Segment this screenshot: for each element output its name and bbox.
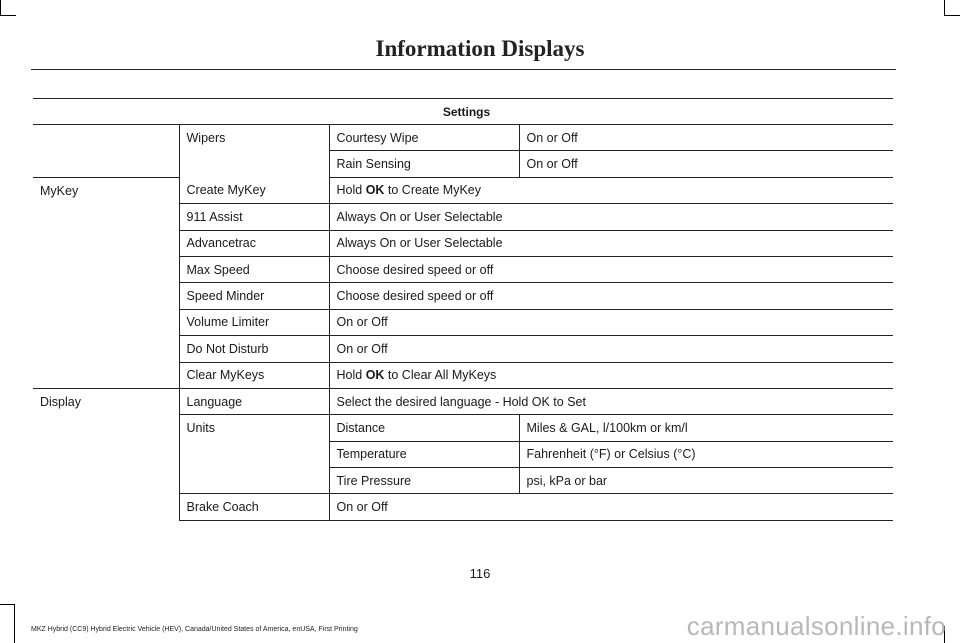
- value-create-mykey: Hold OK to Create MyKey: [329, 177, 893, 203]
- table-row: [33, 125, 893, 151]
- value-tire-pressure: psi, kPa or bar: [519, 468, 893, 494]
- value-speed-minder: Choose desired speed or off: [329, 283, 893, 309]
- value-clear-mykeys: Hold OK to Clear All MyKeys: [329, 362, 893, 388]
- value-volume-limiter: On or Off: [329, 309, 893, 335]
- setting-volume-limiter: Volume Limiter: [179, 309, 329, 335]
- table-header-row: [33, 99, 893, 125]
- setting-create-mykey: Create MyKey: [179, 177, 329, 203]
- value-brake-coach: On or Off: [329, 494, 893, 520]
- setting-advancetrac: Advancetrac: [179, 230, 329, 256]
- category-cell: [33, 151, 179, 177]
- setting-911-assist: 911 Assist: [179, 204, 329, 230]
- crop-mark-bottom-left-horizontal: [0, 604, 15, 605]
- setting-clear-mykeys: Clear MyKeys: [179, 362, 329, 388]
- option-rain-sensing: Rain Sensing: [329, 151, 519, 177]
- footer-text: MKZ Hybrid (CC9) Hybrid Electric Vehicle (HEV), Canada/United States of America, enUSA, First Printing: [31, 626, 358, 633]
- setting-do-not-disturb: Do Not Disturb: [179, 336, 329, 362]
- category-mykey: MyKey: [33, 177, 179, 388]
- category-display: Display: [40, 394, 81, 409]
- page-title: Information Displays: [375, 36, 585, 61]
- crop-mark-top-left-vertical: [0, 0, 1, 16]
- settings-table: [33, 98, 893, 521]
- option-distance: Distance: [329, 415, 519, 441]
- value-temperature: Fahrenheit (°F) or Celsius (°C): [519, 441, 893, 467]
- category-cell: [33, 125, 179, 151]
- value-max-speed: Choose desired speed or off: [329, 256, 893, 282]
- setting-brake-coach: Brake Coach: [179, 494, 329, 520]
- table-header: Settings: [33, 99, 893, 125]
- value-911-assist: Always On or User Selectable: [329, 204, 893, 230]
- setting-wipers: Wipers: [179, 125, 329, 178]
- setting-speed-minder: Speed Minder: [179, 283, 329, 309]
- value-distance: Miles & GAL, l/100km or km/l: [519, 415, 893, 441]
- crop-mark-top-left-horizontal: [0, 15, 16, 16]
- value-do-not-disturb: On or Off: [329, 336, 893, 362]
- crop-mark-bottom-left-vertical: [14, 604, 15, 643]
- value-language: Select the desired language - Hold OK to Set: [329, 388, 893, 414]
- crop-mark-top-right-vertical: [944, 0, 945, 16]
- crop-mark-top-right-horizontal: [944, 15, 960, 16]
- setting-language: Language: [179, 388, 329, 414]
- watermark: carmanualsonline.info: [686, 611, 946, 641]
- option-courtesy-wipe: Courtesy Wipe: [329, 125, 519, 151]
- option-tire-pressure: Tire Pressure: [329, 468, 519, 494]
- setting-units: Units: [179, 415, 329, 494]
- table-row: [33, 177, 893, 203]
- value-advancetrac: Always On or User Selectable: [329, 230, 893, 256]
- value-rain-sensing: On or Off: [519, 151, 893, 177]
- value-courtesy-wipe: On or Off: [519, 125, 893, 151]
- page-number: 116: [469, 566, 491, 581]
- option-temperature: Temperature: [329, 441, 519, 467]
- table-row: [33, 388, 893, 414]
- table-row: [33, 151, 893, 177]
- setting-max-speed: Max Speed: [179, 256, 329, 282]
- title-rule: [31, 69, 896, 70]
